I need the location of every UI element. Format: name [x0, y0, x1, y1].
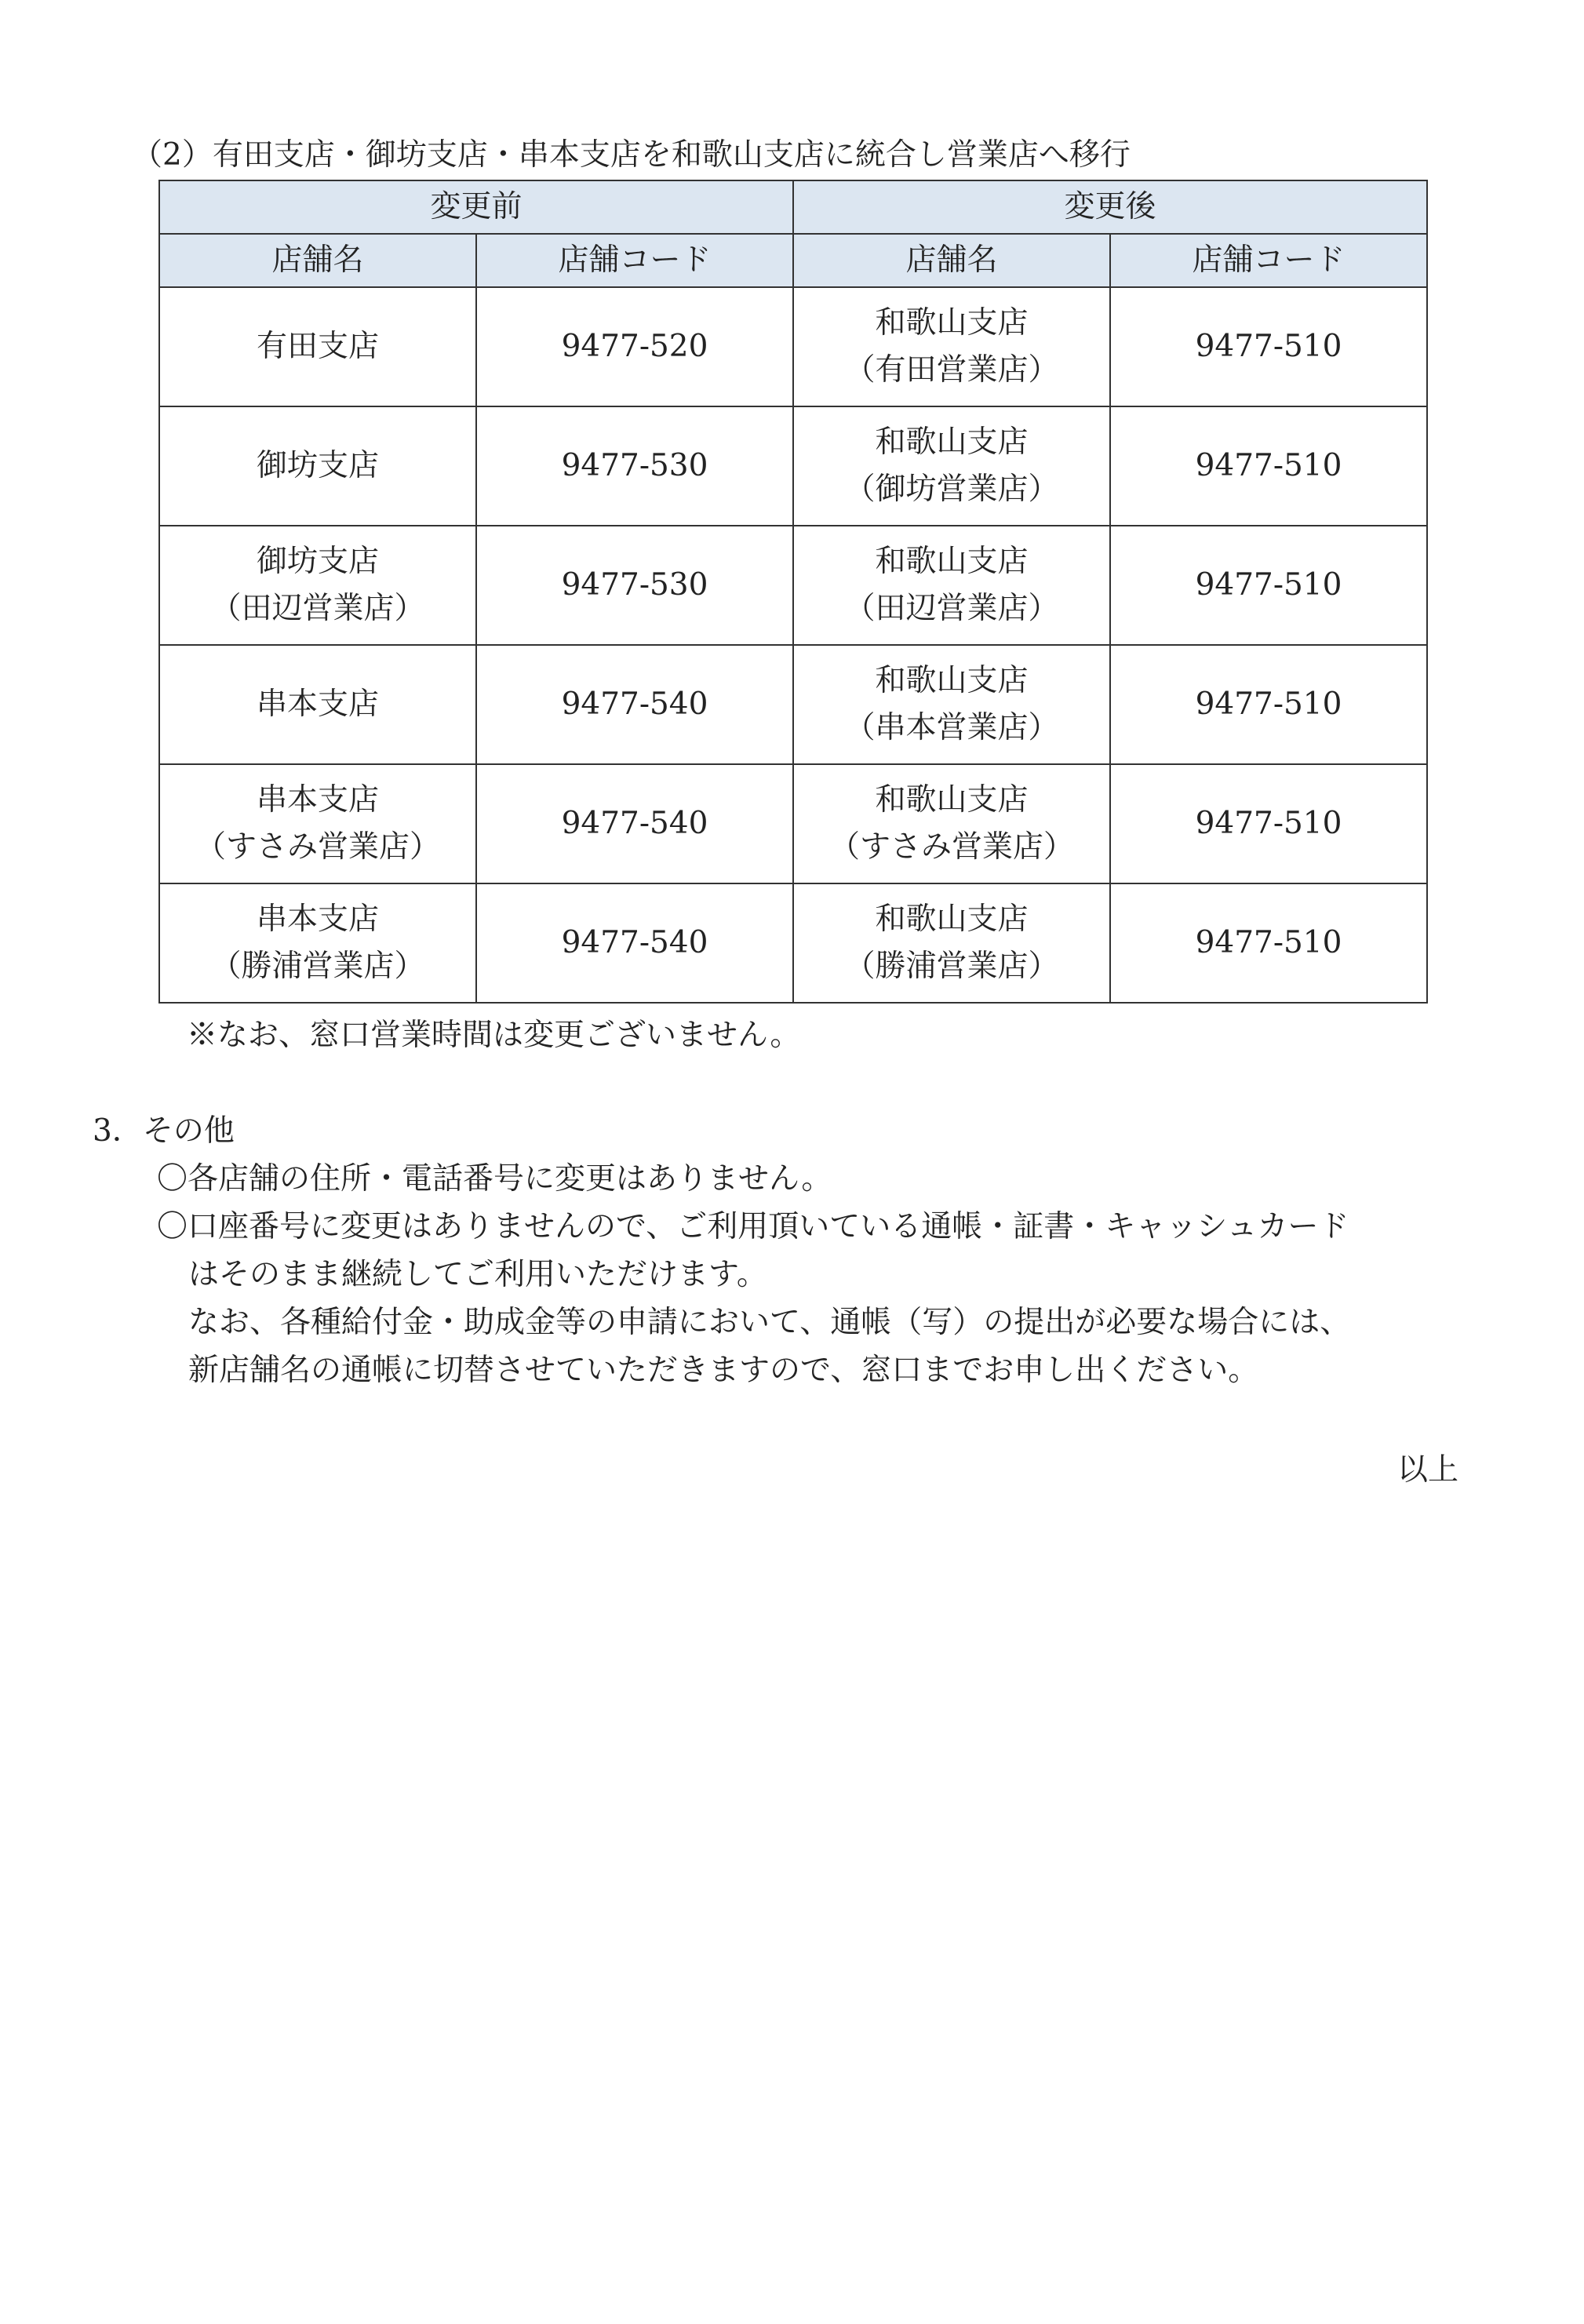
before-store-code: 9477-530	[476, 406, 793, 526]
column-header-store-code-before: 店舗コード	[476, 234, 793, 287]
after-store-subname: （御坊営業店）	[844, 472, 1059, 507]
before-store-name-cell	[159, 526, 476, 645]
table-row	[159, 287, 1427, 406]
column-header-store-code-after: 店舗コード	[1110, 234, 1427, 287]
after-store-subname: （有田営業店）	[844, 352, 1059, 388]
before-store-code: 9477-530	[476, 526, 793, 645]
before-store-subname: （田辺営業店）	[210, 591, 425, 626]
after-store-subname: （田辺営業店）	[844, 591, 1059, 626]
table-row	[159, 883, 1427, 1003]
after-store-code: 9477-510	[1110, 287, 1427, 406]
after-store-name: 和歌山支店	[875, 424, 1029, 460]
passbook-copy-note: なお、各種給付金・助成金等の申請において、通帳（写）の提出が必要な場合には、	[188, 1305, 1351, 1340]
before-store-name: 串本支店	[256, 782, 379, 818]
before-store-code: 9477-540	[476, 764, 793, 883]
bullet-address-phone: 〇各店舗の住所・電話番号に変更はありません。	[157, 1161, 832, 1197]
after-store-name: 和歌山支店	[875, 902, 1029, 937]
other-section-heading: 3．その他	[93, 1113, 235, 1149]
before-store-code: 9477-540	[476, 645, 793, 764]
section-heading: （2）有田支店・御坊支店・串本支店を和歌山支店に統合し営業店へ移行	[132, 137, 1131, 173]
after-store-subname: （勝浦営業店）	[844, 949, 1059, 984]
bullet-account-number: 〇口座番号に変更はありませんので、ご利用頂いている通帳・証書・キャッシュカード	[157, 1209, 1349, 1244]
before-store-code: 9477-540	[476, 883, 793, 1003]
after-store-code: 9477-510	[1110, 883, 1427, 1003]
after-store-name-cell	[793, 764, 1110, 883]
bullet-account-number-continued: はそのまま継続してご利用いただけます。	[188, 1257, 767, 1292]
before-store-name: 有田支店	[256, 329, 379, 364]
table-row	[159, 526, 1427, 645]
after-store-name-cell	[793, 645, 1110, 764]
table-column-header-row	[159, 234, 1427, 287]
table-row	[159, 645, 1427, 764]
after-store-name-cell	[793, 526, 1110, 645]
after-store-name: 和歌山支店	[875, 782, 1029, 818]
before-store-name-cell	[159, 764, 476, 883]
after-store-name-cell	[793, 406, 1110, 526]
group-header-before: 変更前	[159, 180, 793, 234]
hours-note: ※なお、窓口営業時間は変更ございません。	[187, 1018, 801, 1053]
after-store-code: 9477-510	[1110, 764, 1427, 883]
after-store-name: 和歌山支店	[875, 305, 1029, 341]
before-store-name-cell	[159, 645, 476, 764]
after-store-subname: （串本営業店）	[844, 710, 1059, 745]
before-store-name: 串本支店	[256, 902, 379, 937]
after-store-code: 9477-510	[1110, 406, 1427, 526]
after-store-code: 9477-510	[1110, 526, 1427, 645]
before-store-subname: （勝浦営業店）	[210, 949, 425, 984]
before-store-name-cell	[159, 406, 476, 526]
before-store-name-cell	[159, 883, 476, 1003]
table-row	[159, 764, 1427, 883]
passbook-copy-note-continued: 新店舗名の通帳に切替させていただきますので、窓口までお申し出ください。	[188, 1353, 1259, 1388]
before-store-code: 9477-520	[476, 287, 793, 406]
column-header-store-name-after: 店舗名	[793, 234, 1110, 287]
before-store-name: 御坊支店	[256, 544, 379, 579]
store-change-table	[158, 180, 1428, 1004]
closing-mark: 以上	[1396, 1452, 1458, 1488]
group-header-after: 変更後	[793, 180, 1427, 234]
column-header-store-name-before: 店舗名	[159, 234, 476, 287]
after-store-subname: （すさみ営業店）	[828, 829, 1074, 865]
before-store-subname: （すさみ営業店）	[195, 829, 440, 865]
after-store-name-cell	[793, 883, 1110, 1003]
after-store-name: 和歌山支店	[875, 544, 1029, 579]
after-store-code: 9477-510	[1110, 645, 1427, 764]
before-store-name: 御坊支店	[256, 448, 379, 483]
table-row	[159, 406, 1427, 526]
after-store-name-cell	[793, 287, 1110, 406]
before-store-name-cell	[159, 287, 476, 406]
before-store-name: 串本支店	[256, 687, 379, 722]
table-group-header-row	[159, 180, 1427, 234]
after-store-name: 和歌山支店	[875, 663, 1029, 698]
